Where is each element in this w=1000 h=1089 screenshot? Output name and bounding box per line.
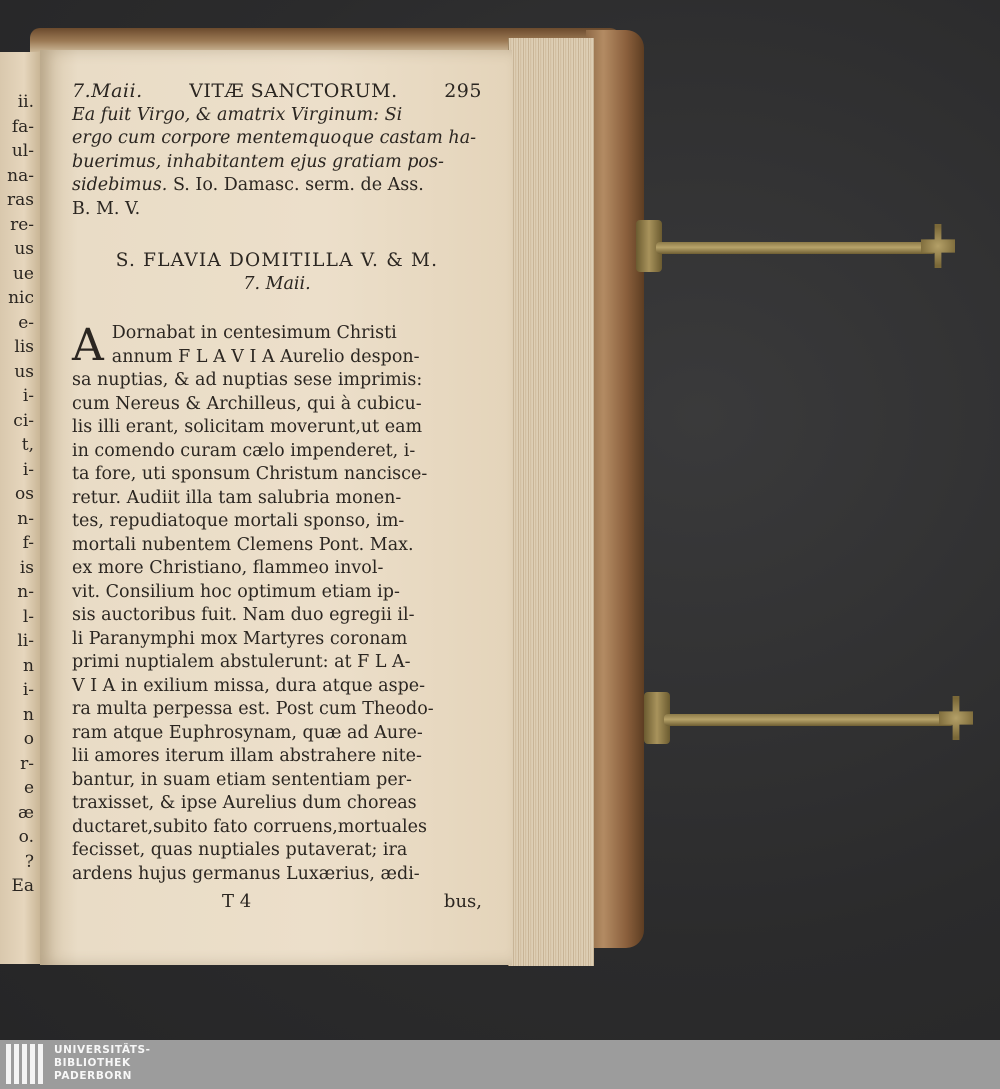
page-text <box>72 80 482 914</box>
running-header <box>72 80 482 104</box>
lower-clasp <box>644 706 974 732</box>
left-page-fragment: i- <box>22 386 34 406</box>
left-page-sliver <box>0 52 40 964</box>
book-cover-edge <box>586 30 644 948</box>
left-page-fragment: lis <box>14 337 34 357</box>
body-line: ta fore, uti sponsum Christum nancisce- <box>72 464 428 484</box>
body-text <box>72 322 482 886</box>
left-page-fragment: fa- <box>11 116 34 137</box>
left-page-fragment: e <box>23 778 34 798</box>
right-page <box>40 50 512 965</box>
quote-line-last <box>72 174 482 198</box>
left-page-fragment: ue <box>12 263 34 284</box>
drop-cap: A <box>72 320 104 371</box>
left-page-fragment: nic <box>8 288 34 308</box>
body-line: cum Nereus & Archilleus, qui à cubicu- <box>72 393 422 414</box>
chapter-date: 7. Maii. <box>243 273 311 294</box>
left-page-fragment: us <box>14 361 34 382</box>
body-line: Dornabat in centesimum Christi <box>111 323 397 343</box>
body-line: traxisset, & ipse Aurelius dum choreas <box>72 793 417 813</box>
library-logo-icon <box>6 1044 48 1084</box>
body-line: ardens hujus germanus Luxærius, ædi- <box>72 863 420 884</box>
page-fore-edge <box>508 38 594 966</box>
body-line: in comendo curam cælo impenderet, i- <box>72 440 416 461</box>
left-page-fragment: is <box>19 557 34 578</box>
library-name-line: UNIVERSITÄTS- <box>54 1044 151 1056</box>
quote-line: Ea fuit Virgo, & amatrix Virginum: Si <box>72 104 403 125</box>
catchword: bus, <box>443 891 482 912</box>
body-line: ex more Christiano, flammeo invol- <box>72 558 384 578</box>
header-title: VITÆ SANCTORUM. <box>189 80 398 102</box>
left-page-fragment: ci- <box>13 410 34 431</box>
clasp-tip <box>921 224 955 268</box>
left-page-fragment: ul- <box>11 141 34 161</box>
header-page-number: 295 <box>444 80 482 102</box>
body-line: vit. Consilium hoc optimum etiam ip- <box>72 581 400 602</box>
body-line: retur. Audiit illa tam salubria monen- <box>72 487 402 508</box>
clasp-bar <box>664 714 954 726</box>
left-page-fragment: ? <box>24 851 34 872</box>
quote-line: sidebimus. <box>72 175 168 195</box>
body-line: lii amores iterum illam abstrahere nite- <box>72 746 422 766</box>
body-line: lis illi erant, solicitam moverunt,ut eam <box>72 417 423 437</box>
left-page-fragment: o <box>23 729 34 749</box>
left-page-fragment: re- <box>10 214 34 235</box>
body-line: tes, repudiatoque mortali sponso, im- <box>72 511 405 531</box>
page-footer <box>72 890 482 914</box>
left-page-fragment: li- <box>17 631 34 651</box>
body-line: bantur, in suam etiam sententiam per- <box>72 769 412 790</box>
left-page-fragment: l- <box>22 606 34 627</box>
left-page-fragment: n- <box>17 582 34 602</box>
body-line: primi nuptialem abstulerunt: at F L A- <box>72 652 411 672</box>
chapter-title: S. FLAVIA DOMITILLA V. & M. <box>115 250 439 271</box>
left-page-fragment: e- <box>18 312 34 333</box>
left-page-fragment: Ea <box>11 876 34 896</box>
left-page-fragment: us <box>14 239 34 259</box>
left-page-fragment: f- <box>22 533 34 553</box>
left-page-fragment: ii. <box>17 92 34 112</box>
library-name-line: BIBLIOTHEK <box>54 1057 131 1069</box>
body-line: li Paranymphi mox Martyres coronam <box>72 628 408 649</box>
clasp-bar <box>656 242 936 254</box>
quote-citation-cont: B. M. V. <box>72 198 141 219</box>
body-line: V I A in exilium missa, dura atque aspe- <box>72 675 426 696</box>
quote-line: ergo cum corpore mentemquoque castam ha- <box>72 128 477 148</box>
clasp-tip <box>939 696 973 740</box>
left-page-fragment: os <box>15 484 34 504</box>
left-page-fragment: na- <box>7 165 34 186</box>
body-line: ra multa perpessa est. Post cum Theodo- <box>72 699 434 719</box>
quote-citation: S. Io. Damasc. serm. de Ass. <box>172 175 424 195</box>
left-page-fragment: o. <box>18 827 34 847</box>
header-date: 7.Maii. <box>72 80 143 102</box>
body-line: fecisset, quas nuptiales putaverat; ira <box>72 840 408 860</box>
left-page-fragment: t, <box>21 435 34 455</box>
body-line: annum F L A V I A Aurelio despon- <box>111 346 420 367</box>
left-page-fragment: ras <box>7 190 34 210</box>
body-line: sis auctoribus fuit. Nam duo egregii il- <box>72 605 415 625</box>
epigraph-quote <box>72 104 482 222</box>
signature-mark: T 4 <box>222 891 252 912</box>
library-banner <box>0 1040 1000 1089</box>
left-page-fragment: n <box>23 655 34 676</box>
left-page-fragment: n <box>23 704 34 725</box>
body-line: sa nuptias, & ad nuptias sese imprimis: <box>72 370 423 390</box>
body-line: ductaret,subito fato corruens,mortuales <box>72 816 427 837</box>
upper-clasp <box>636 234 956 260</box>
body-line: ram atque Euphrosynam, quæ ad Aure- <box>72 722 423 743</box>
left-page-fragment: r- <box>20 753 34 774</box>
left-page-fragment: æ <box>18 802 34 823</box>
quote-line: buerimus, inhabitantem ejus gratiam pos- <box>72 151 444 172</box>
library-name-line: PADERBORN <box>54 1070 133 1082</box>
left-page-fragment: i- <box>22 459 34 480</box>
left-page-fragment: n- <box>17 508 34 529</box>
left-page-fragment: i- <box>22 680 34 700</box>
library-name <box>54 1044 151 1083</box>
body-line: mortali nubentem Clemens Pont. Max. <box>72 534 414 555</box>
